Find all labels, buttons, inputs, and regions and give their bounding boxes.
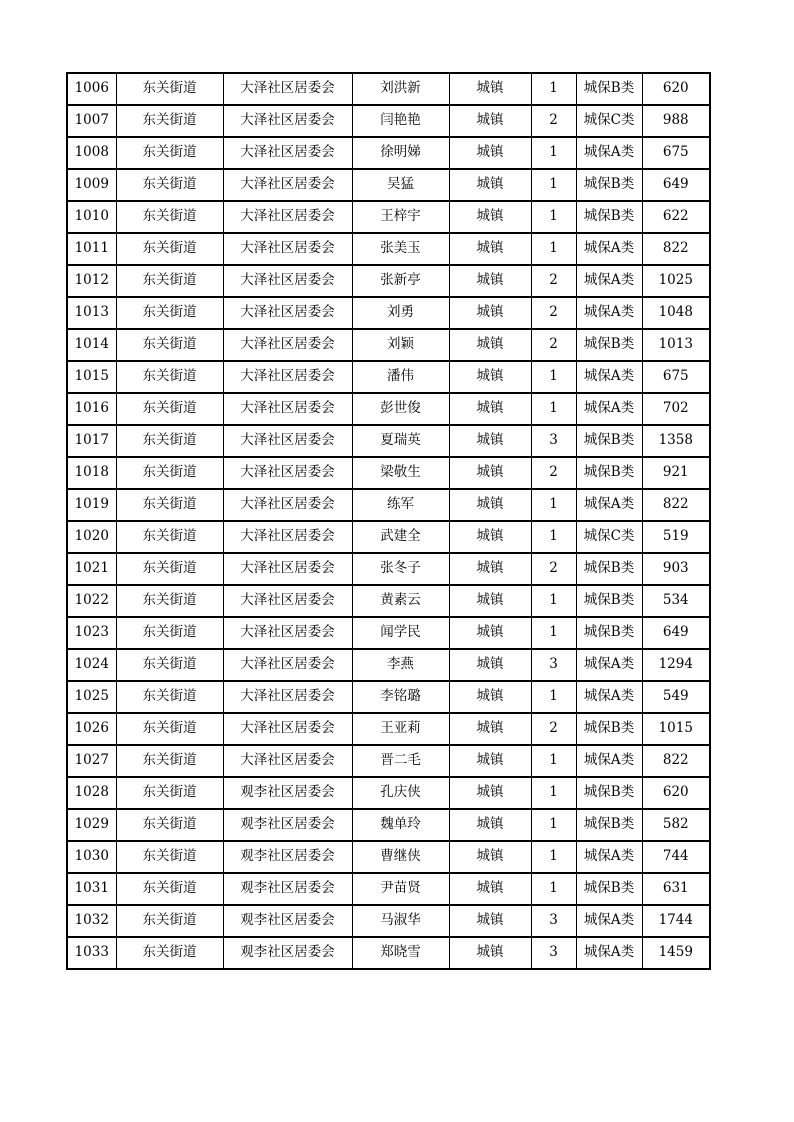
table-cell: 李铭璐	[352, 681, 449, 713]
table-cell: 潘伟	[352, 361, 449, 393]
table-row	[67, 265, 710, 297]
table-cell: 刘洪新	[352, 73, 449, 105]
table-cell: 东关街道	[116, 169, 223, 201]
table-cell: 观李社区居委会	[223, 905, 352, 937]
table-cell: 城镇	[449, 329, 531, 361]
table-cell: 东关街道	[116, 137, 223, 169]
table-cell: 东关街道	[116, 233, 223, 265]
table-cell: 2	[531, 457, 576, 489]
table-row	[67, 937, 710, 969]
table-cell: 822	[642, 489, 710, 521]
table-cell: 城镇	[449, 937, 531, 969]
table-cell: 631	[642, 873, 710, 905]
table-cell: 城镇	[449, 809, 531, 841]
table-cell: 东关街道	[116, 713, 223, 745]
table-cell: 1	[531, 617, 576, 649]
table-cell: 3	[531, 937, 576, 969]
table-cell: 2	[531, 713, 576, 745]
table-cell: 城保A类	[576, 297, 642, 329]
table-cell: 2	[531, 105, 576, 137]
table-cell: 582	[642, 809, 710, 841]
table-cell: 城保A类	[576, 649, 642, 681]
table-cell: 1358	[642, 425, 710, 457]
table-row	[67, 713, 710, 745]
table-cell: 1017	[67, 425, 116, 457]
table-cell: 尹苗贤	[352, 873, 449, 905]
table-row	[67, 617, 710, 649]
table-cell: 1025	[67, 681, 116, 713]
table-cell: 城镇	[449, 297, 531, 329]
table-cell: 1030	[67, 841, 116, 873]
table-cell: 1028	[67, 777, 116, 809]
table-cell: 1007	[67, 105, 116, 137]
table-cell: 东关街道	[116, 521, 223, 553]
table-cell: 1	[531, 489, 576, 521]
table-cell: 大泽社区居委会	[223, 393, 352, 425]
table-cell: 1020	[67, 521, 116, 553]
table-cell: 东关街道	[116, 329, 223, 361]
table-cell: 1025	[642, 265, 710, 297]
table-cell: 东关街道	[116, 265, 223, 297]
table-cell: 1031	[67, 873, 116, 905]
table-cell: 大泽社区居委会	[223, 297, 352, 329]
table-cell: 大泽社区居委会	[223, 105, 352, 137]
table-row	[67, 73, 710, 105]
table-cell: 城保B类	[576, 425, 642, 457]
table-cell: 534	[642, 585, 710, 617]
table-cell: 曹继侠	[352, 841, 449, 873]
table-cell: 东关街道	[116, 361, 223, 393]
table-cell: 城镇	[449, 841, 531, 873]
table-row	[67, 425, 710, 457]
table-cell: 921	[642, 457, 710, 489]
table-cell: 大泽社区居委会	[223, 553, 352, 585]
table-row	[67, 393, 710, 425]
table-cell: 622	[642, 201, 710, 233]
table-row	[67, 489, 710, 521]
table-cell: 闻学民	[352, 617, 449, 649]
table-cell: 吴猛	[352, 169, 449, 201]
table-cell: 城镇	[449, 617, 531, 649]
table-cell: 675	[642, 137, 710, 169]
table-cell: 702	[642, 393, 710, 425]
table-cell: 1015	[642, 713, 710, 745]
table-cell: 1	[531, 745, 576, 777]
table-row	[67, 297, 710, 329]
table-cell: 大泽社区居委会	[223, 137, 352, 169]
table-cell: 东关街道	[116, 681, 223, 713]
table-cell: 城镇	[449, 777, 531, 809]
table-cell: 744	[642, 841, 710, 873]
table-cell: 1	[531, 169, 576, 201]
table-cell: 988	[642, 105, 710, 137]
table-cell: 1744	[642, 905, 710, 937]
table-cell: 1016	[67, 393, 116, 425]
table-cell: 东关街道	[116, 809, 223, 841]
table-cell: 1032	[67, 905, 116, 937]
table-cell: 观李社区居委会	[223, 841, 352, 873]
table-cell: 晋二毛	[352, 745, 449, 777]
table-cell: 东关街道	[116, 649, 223, 681]
table-cell: 大泽社区居委会	[223, 265, 352, 297]
table-cell: 城保A类	[576, 745, 642, 777]
table-cell: 城镇	[449, 553, 531, 585]
table-cell: 3	[531, 649, 576, 681]
table-cell: 城保A类	[576, 393, 642, 425]
table-cell: 城保B类	[576, 457, 642, 489]
table-cell: 1013	[642, 329, 710, 361]
table-cell: 东关街道	[116, 905, 223, 937]
table-cell: 城保B类	[576, 73, 642, 105]
table-cell: 黄素云	[352, 585, 449, 617]
table-cell: 1009	[67, 169, 116, 201]
table-cell: 城保B类	[576, 873, 642, 905]
table-cell: 大泽社区居委会	[223, 457, 352, 489]
table-cell: 城保A类	[576, 137, 642, 169]
table-cell: 张冬子	[352, 553, 449, 585]
table-cell: 东关街道	[116, 553, 223, 585]
table-cell: 620	[642, 777, 710, 809]
table-cell: 城保B类	[576, 585, 642, 617]
table-cell: 城保A类	[576, 937, 642, 969]
table-cell: 东关街道	[116, 585, 223, 617]
table-cell: 大泽社区居委会	[223, 489, 352, 521]
table-cell: 1013	[67, 297, 116, 329]
table-cell: 东关街道	[116, 617, 223, 649]
table-cell: 2	[531, 265, 576, 297]
table-cell: 1022	[67, 585, 116, 617]
table-cell: 东关街道	[116, 297, 223, 329]
table-cell: 东关街道	[116, 393, 223, 425]
table-cell: 1	[531, 681, 576, 713]
table-cell: 1048	[642, 297, 710, 329]
table-cell: 城保B类	[576, 553, 642, 585]
table-cell: 1012	[67, 265, 116, 297]
table-cell: 1023	[67, 617, 116, 649]
table-cell: 大泽社区居委会	[223, 169, 352, 201]
table-cell: 城镇	[449, 169, 531, 201]
table-cell: 大泽社区居委会	[223, 713, 352, 745]
table-cell: 1	[531, 809, 576, 841]
table-cell: 张美玉	[352, 233, 449, 265]
table-cell: 1011	[67, 233, 116, 265]
table-cell: 城保B类	[576, 617, 642, 649]
table-cell: 东关街道	[116, 201, 223, 233]
table-cell: 1294	[642, 649, 710, 681]
records-table	[66, 72, 711, 970]
table-cell: 1024	[67, 649, 116, 681]
table-cell: 闫艳艳	[352, 105, 449, 137]
table-cell: 梁敬生	[352, 457, 449, 489]
table-cell: 城镇	[449, 489, 531, 521]
table-row	[67, 361, 710, 393]
table-cell: 1	[531, 777, 576, 809]
table-row	[67, 745, 710, 777]
table-cell: 武建全	[352, 521, 449, 553]
table-cell: 1027	[67, 745, 116, 777]
table-cell: 彭世俊	[352, 393, 449, 425]
table-cell: 大泽社区居委会	[223, 329, 352, 361]
table-cell: 城镇	[449, 137, 531, 169]
table-cell: 徐明娣	[352, 137, 449, 169]
table-cell: 1026	[67, 713, 116, 745]
table-cell: 城保A类	[576, 361, 642, 393]
table-cell: 练军	[352, 489, 449, 521]
table-cell: 城保B类	[576, 329, 642, 361]
table-cell: 城保A类	[576, 681, 642, 713]
table-cell: 大泽社区居委会	[223, 745, 352, 777]
table-cell: 城保A类	[576, 265, 642, 297]
table-cell: 大泽社区居委会	[223, 681, 352, 713]
table-cell: 649	[642, 617, 710, 649]
table-cell: 王梓宇	[352, 201, 449, 233]
table-cell: 城镇	[449, 425, 531, 457]
table-cell: 大泽社区居委会	[223, 201, 352, 233]
table-cell: 大泽社区居委会	[223, 521, 352, 553]
table-row	[67, 233, 710, 265]
table-cell: 519	[642, 521, 710, 553]
table-cell: 1014	[67, 329, 116, 361]
table-cell: 903	[642, 553, 710, 585]
table-cell: 马淑华	[352, 905, 449, 937]
table-cell: 城镇	[449, 681, 531, 713]
table-cell: 大泽社区居委会	[223, 617, 352, 649]
table-cell: 城镇	[449, 361, 531, 393]
table-cell: 1	[531, 873, 576, 905]
table-cell: 城镇	[449, 585, 531, 617]
table-cell: 620	[642, 73, 710, 105]
table-cell: 822	[642, 233, 710, 265]
table-cell: 549	[642, 681, 710, 713]
table-cell: 观李社区居委会	[223, 873, 352, 905]
table-cell: 2	[531, 553, 576, 585]
table-cell: 3	[531, 905, 576, 937]
table-cell: 东关街道	[116, 489, 223, 521]
table-cell: 张新亭	[352, 265, 449, 297]
table-cell: 城镇	[449, 457, 531, 489]
table-cell: 城保A类	[576, 489, 642, 521]
table-cell: 城保A类	[576, 233, 642, 265]
table-cell: 城保A类	[576, 905, 642, 937]
table-cell: 东关街道	[116, 777, 223, 809]
table-cell: 1015	[67, 361, 116, 393]
table-cell: 1459	[642, 937, 710, 969]
table-cell: 城镇	[449, 905, 531, 937]
table-cell: 1	[531, 233, 576, 265]
table-cell: 1033	[67, 937, 116, 969]
table-cell: 大泽社区居委会	[223, 425, 352, 457]
table-cell: 东关街道	[116, 873, 223, 905]
table-row	[67, 809, 710, 841]
table-cell: 1	[531, 201, 576, 233]
table-cell: 822	[642, 745, 710, 777]
table-cell: 大泽社区居委会	[223, 233, 352, 265]
table-cell: 649	[642, 169, 710, 201]
table-cell: 2	[531, 329, 576, 361]
table-cell: 王亚莉	[352, 713, 449, 745]
table-cell: 大泽社区居委会	[223, 649, 352, 681]
table-cell: 孔庆侠	[352, 777, 449, 809]
table-row	[67, 329, 710, 361]
table-cell: 1019	[67, 489, 116, 521]
table-cell: 城镇	[449, 649, 531, 681]
table-cell: 大泽社区居委会	[223, 361, 352, 393]
table-cell: 东关街道	[116, 105, 223, 137]
table-row	[67, 649, 710, 681]
table-cell: 1	[531, 393, 576, 425]
table-cell: 城保A类	[576, 841, 642, 873]
table-row	[67, 841, 710, 873]
table-cell: 1029	[67, 809, 116, 841]
table-cell: 1006	[67, 73, 116, 105]
table-row	[67, 169, 710, 201]
table-cell: 夏瑞英	[352, 425, 449, 457]
table-cell: 城保B类	[576, 777, 642, 809]
table-cell: 1008	[67, 137, 116, 169]
table-cell: 郑晓雪	[352, 937, 449, 969]
table-cell: 东关街道	[116, 425, 223, 457]
table-row	[67, 681, 710, 713]
table-cell: 李燕	[352, 649, 449, 681]
table-row	[67, 201, 710, 233]
table-cell: 城镇	[449, 105, 531, 137]
table-cell: 1	[531, 585, 576, 617]
table-cell: 观李社区居委会	[223, 777, 352, 809]
table-cell: 城镇	[449, 73, 531, 105]
table-cell: 2	[531, 297, 576, 329]
table-cell: 城镇	[449, 233, 531, 265]
table-row	[67, 553, 710, 585]
table-cell: 1	[531, 361, 576, 393]
table-cell: 675	[642, 361, 710, 393]
table-cell: 大泽社区居委会	[223, 73, 352, 105]
table-cell: 东关街道	[116, 457, 223, 489]
table-cell: 城镇	[449, 265, 531, 297]
table-row	[67, 105, 710, 137]
table-cell: 城镇	[449, 393, 531, 425]
table-cell: 城镇	[449, 201, 531, 233]
table-cell: 观李社区居委会	[223, 809, 352, 841]
table-cell: 1	[531, 73, 576, 105]
table-cell: 城镇	[449, 713, 531, 745]
table-cell: 1	[531, 521, 576, 553]
table-cell: 城镇	[449, 873, 531, 905]
table-cell: 大泽社区居委会	[223, 585, 352, 617]
table-cell: 刘勇	[352, 297, 449, 329]
table-cell: 城保B类	[576, 809, 642, 841]
table-row	[67, 585, 710, 617]
table-cell: 观李社区居委会	[223, 937, 352, 969]
table-row	[67, 905, 710, 937]
table-cell: 1021	[67, 553, 116, 585]
table-cell: 1	[531, 841, 576, 873]
table-row	[67, 457, 710, 489]
table-cell: 东关街道	[116, 841, 223, 873]
table-cell: 魏单玲	[352, 809, 449, 841]
table-cell: 城镇	[449, 521, 531, 553]
table-cell: 1010	[67, 201, 116, 233]
table-row	[67, 137, 710, 169]
table-cell: 城保C类	[576, 105, 642, 137]
table-cell: 刘颖	[352, 329, 449, 361]
table-row	[67, 873, 710, 905]
table-cell: 东关街道	[116, 73, 223, 105]
table-cell: 东关街道	[116, 745, 223, 777]
table-cell: 城保B类	[576, 713, 642, 745]
table-cell: 东关街道	[116, 937, 223, 969]
table-cell: 城保B类	[576, 201, 642, 233]
table-cell: 3	[531, 425, 576, 457]
table-cell: 城镇	[449, 745, 531, 777]
table-row	[67, 521, 710, 553]
table-cell: 城保B类	[576, 169, 642, 201]
table-row	[67, 777, 710, 809]
records-table-body	[67, 73, 710, 969]
table-cell: 1	[531, 137, 576, 169]
table-cell: 城保C类	[576, 521, 642, 553]
table-cell: 1018	[67, 457, 116, 489]
